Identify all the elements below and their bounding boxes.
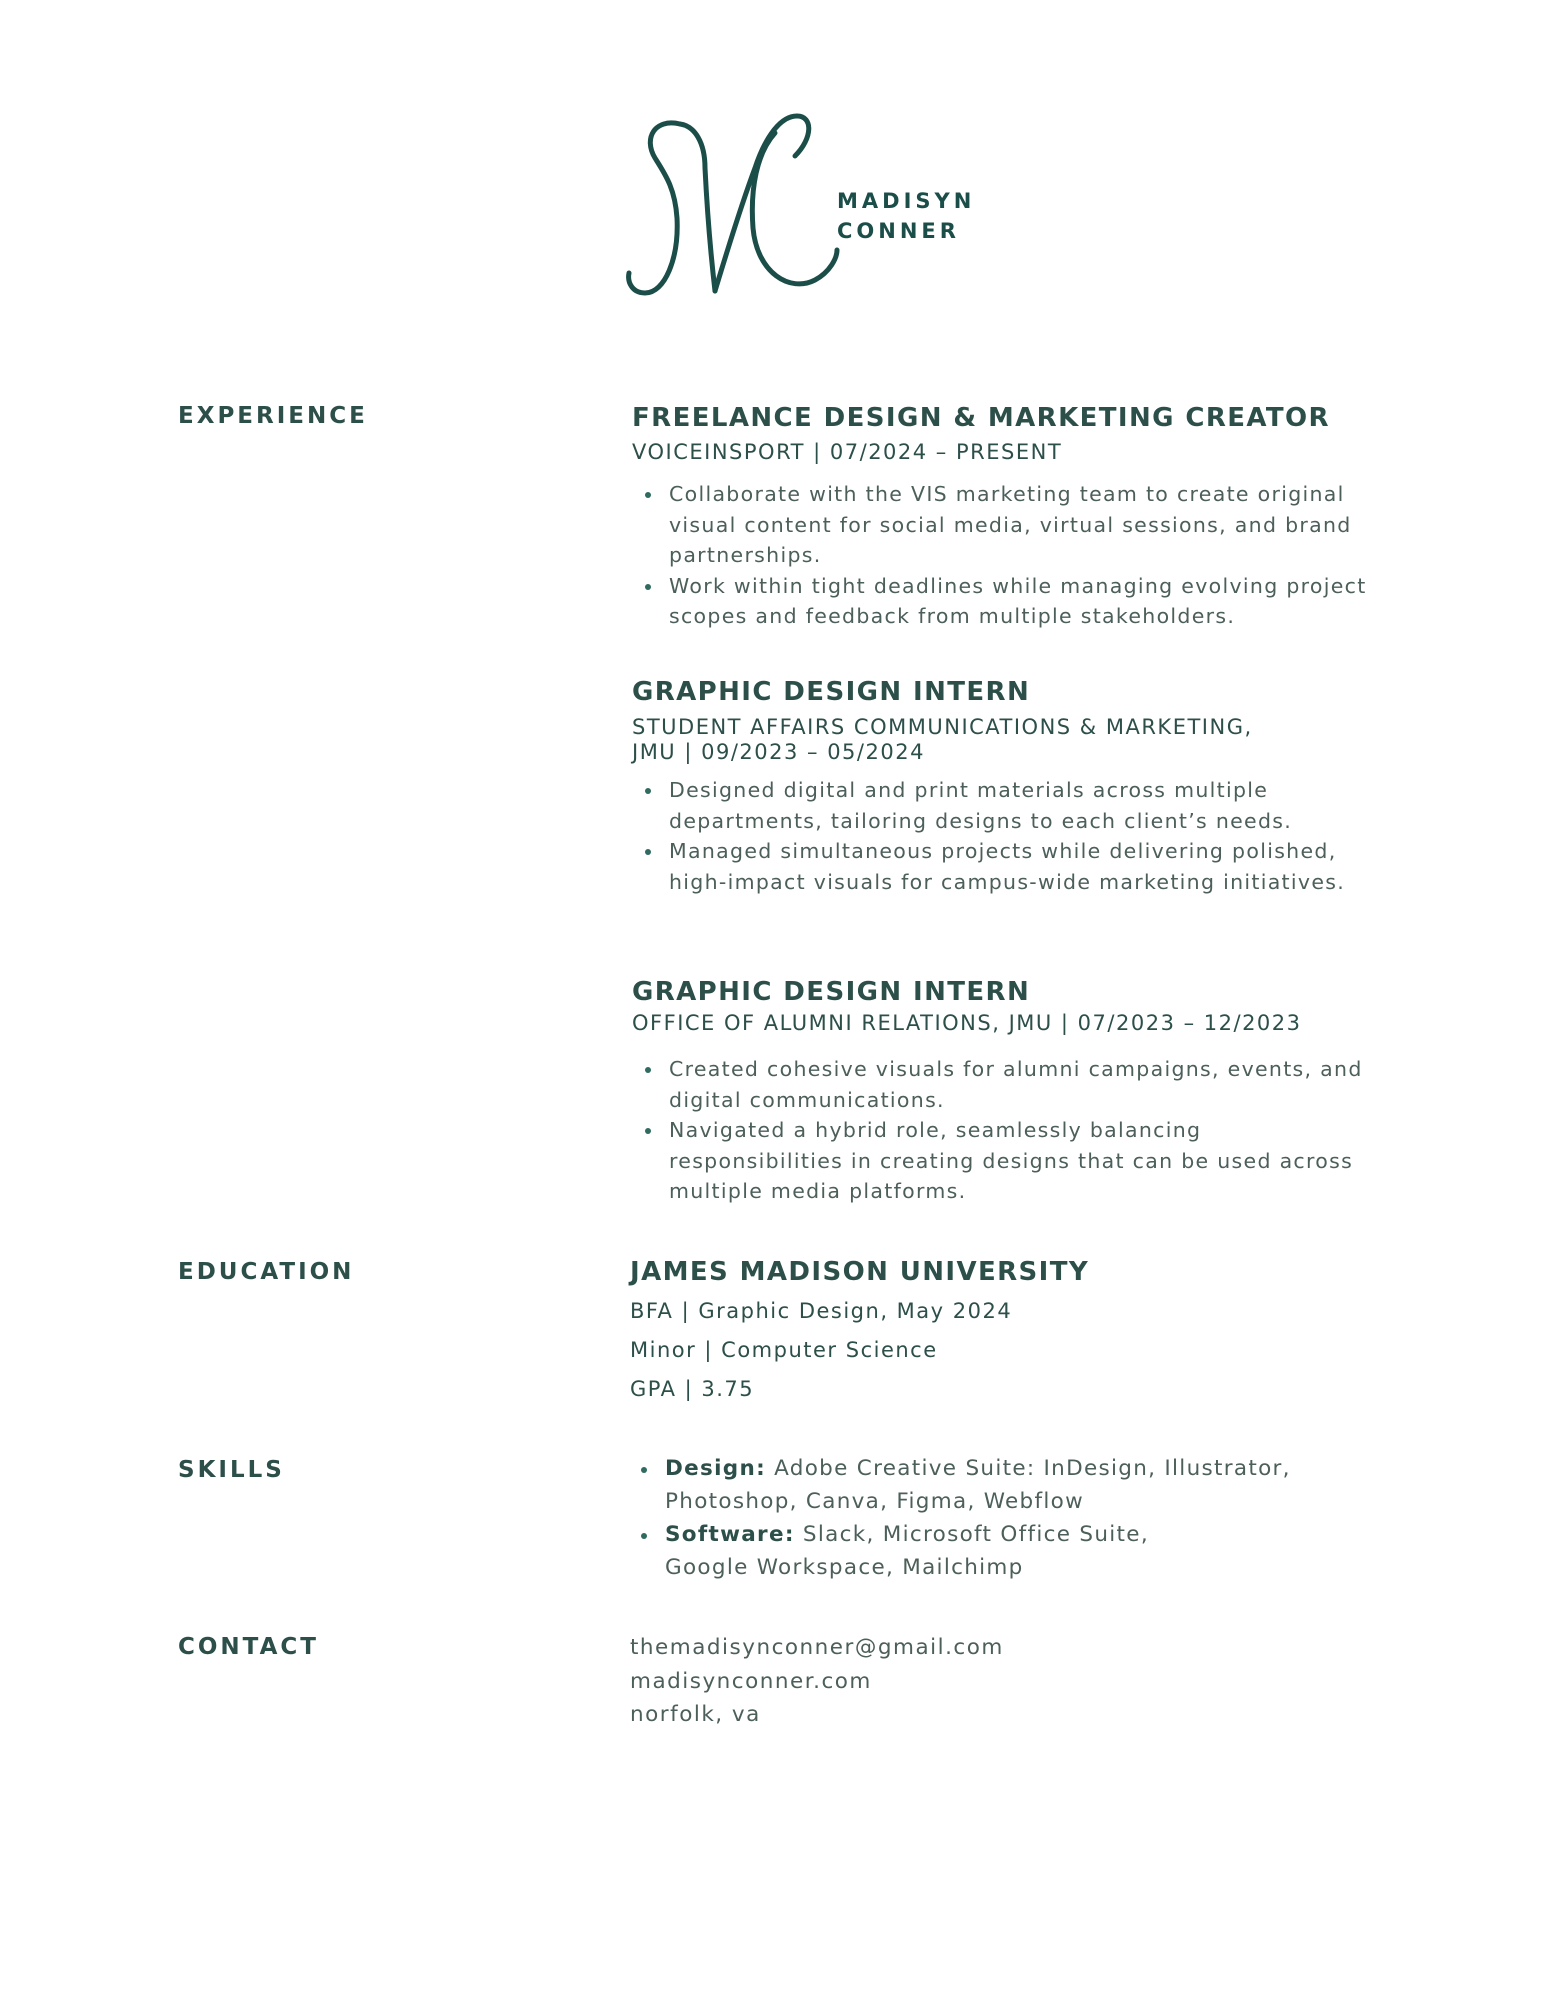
experience-heading: EXPERIENCE: [178, 403, 368, 429]
skill-label: Design:: [665, 1456, 766, 1481]
list-item: [628, 1518, 1368, 1584]
list-item: [628, 1452, 1368, 1518]
job-title: GRAPHIC DESIGN INTERN: [632, 977, 1031, 1007]
job-title: GRAPHIC DESIGN INTERN: [632, 677, 1031, 707]
list-item: Managed simultaneous projects while delivering polished, high-impact visuals for campus-wide marketing initiatives.: [632, 836, 1372, 897]
skill-text: Photoshop, Canva, Figma, Webflow: [665, 1489, 1084, 1514]
skills-list: [628, 1452, 1368, 1584]
location: norfolk, va: [630, 1702, 761, 1727]
last-name: CONNER: [837, 219, 960, 243]
monogram-m-icon: [625, 108, 865, 308]
list-item: Collaborate with the VIS marketing team to create original visual content for social media, virtual sessions, and brand partnerships.: [632, 479, 1372, 571]
skills-block: [628, 1452, 1368, 1584]
experience-item: [632, 402, 1372, 632]
gpa: GPA | 3.75: [630, 1377, 755, 1401]
skill-text: Slack, Microsoft Office Suite,: [794, 1522, 1149, 1547]
first-name: MADISYN: [837, 189, 976, 213]
job-bullets: [632, 775, 1372, 897]
list-item: Designed digital and print materials across multiple departments, tailoring designs to each client’s needs.: [632, 775, 1372, 836]
list-item: Created cohesive visuals for alumni campaigns, events, and digital communications.: [632, 1054, 1372, 1115]
logo-name: [837, 186, 975, 246]
minor: Minor | Computer Science: [630, 1338, 938, 1362]
school-name: JAMES MADISON UNIVERSITY: [630, 1257, 1090, 1287]
list-item: Navigated a hybrid role, seamlessly balancing responsibilities in creating designs that can be used across multiple media platforms.: [632, 1115, 1372, 1207]
job-meta: STUDENT AFFAIRS COMMUNICATIONS & MARKETING,: [632, 715, 1253, 739]
experience-item: [632, 676, 1372, 897]
job-meta: VOICEINSPORT | 07/2024 – PRESENT: [632, 440, 1063, 464]
list-item: Work within tight deadlines while managing evolving project scopes and feedback from multiple stakeholders.: [632, 571, 1372, 632]
job-bullets: [632, 1054, 1372, 1207]
contact-heading: CONTACT: [178, 1634, 319, 1660]
job-bullets: [632, 479, 1372, 632]
degree: BFA | Graphic Design, May 2024: [630, 1299, 1013, 1323]
skills-heading: SKILLS: [178, 1457, 285, 1483]
skill-label: Software:: [665, 1522, 795, 1547]
education-heading: EDUCATION: [178, 1259, 355, 1285]
website-link[interactable]: madisynconner.com: [630, 1668, 872, 1694]
education-block: [630, 1256, 1370, 1409]
job-meta: JMU | 09/2023 – 05/2024: [632, 740, 925, 764]
logo: [625, 108, 985, 308]
email-link[interactable]: themadisynconner@gmail.com: [630, 1635, 1004, 1660]
skill-text: Google Workspace, Mailchimp: [665, 1555, 1024, 1580]
job-meta: OFFICE OF ALUMNI RELATIONS, JMU | 07/2023 – 12/2023: [632, 1011, 1302, 1035]
contact-block: [630, 1631, 1370, 1732]
skill-text: Adobe Creative Suite: InDesign, Illustrator,: [766, 1456, 1291, 1481]
job-title: FREELANCE DESIGN & MARKETING CREATOR: [632, 403, 1330, 433]
experience-item: [632, 976, 1372, 1207]
